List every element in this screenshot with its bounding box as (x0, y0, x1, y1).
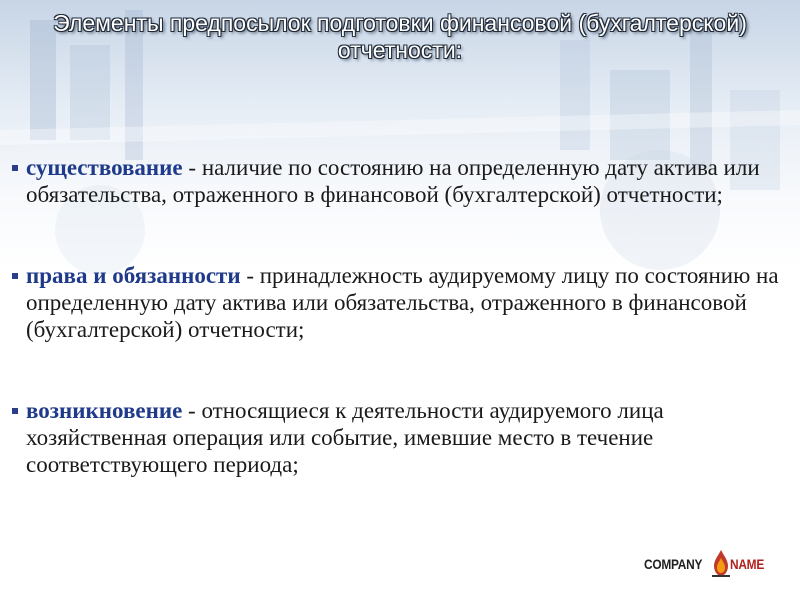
item-term: существование (26, 155, 183, 180)
item-text: - относящиеся к деятельности аудируемого лица хозяйственная операция или событие, имевшие место в течение соответствующего периода; (26, 398, 664, 477)
square-bullet-icon (12, 408, 18, 414)
logo-company-text: COMPANY (644, 556, 703, 572)
square-bullet-icon (12, 165, 18, 171)
item-text: - наличие по состоянию на определенную дату актива или обязательства, отраженного в финансовой (бухгалтерской) отчетности; (26, 155, 760, 207)
bullet-list (12, 154, 782, 478)
logo-mark-icon (710, 548, 732, 578)
logo-name-text: NAME (730, 556, 765, 572)
list-item (12, 262, 782, 343)
list-item (12, 397, 782, 478)
list-item (12, 154, 782, 208)
slide-title: Элементы предпосылок подготовки финансовой (бухгалтерской) отчетности: (53, 10, 747, 63)
item-text: - принадлежность аудируемому лицу по состоянию на определенную дату актива или обязательства, отраженного в финансовой (бухгалтерской) отчетности; (26, 263, 779, 342)
square-bullet-icon (12, 273, 18, 279)
item-term: права и обязанности (26, 263, 241, 288)
company-logo (640, 546, 772, 580)
item-term: возникновение (26, 398, 183, 423)
